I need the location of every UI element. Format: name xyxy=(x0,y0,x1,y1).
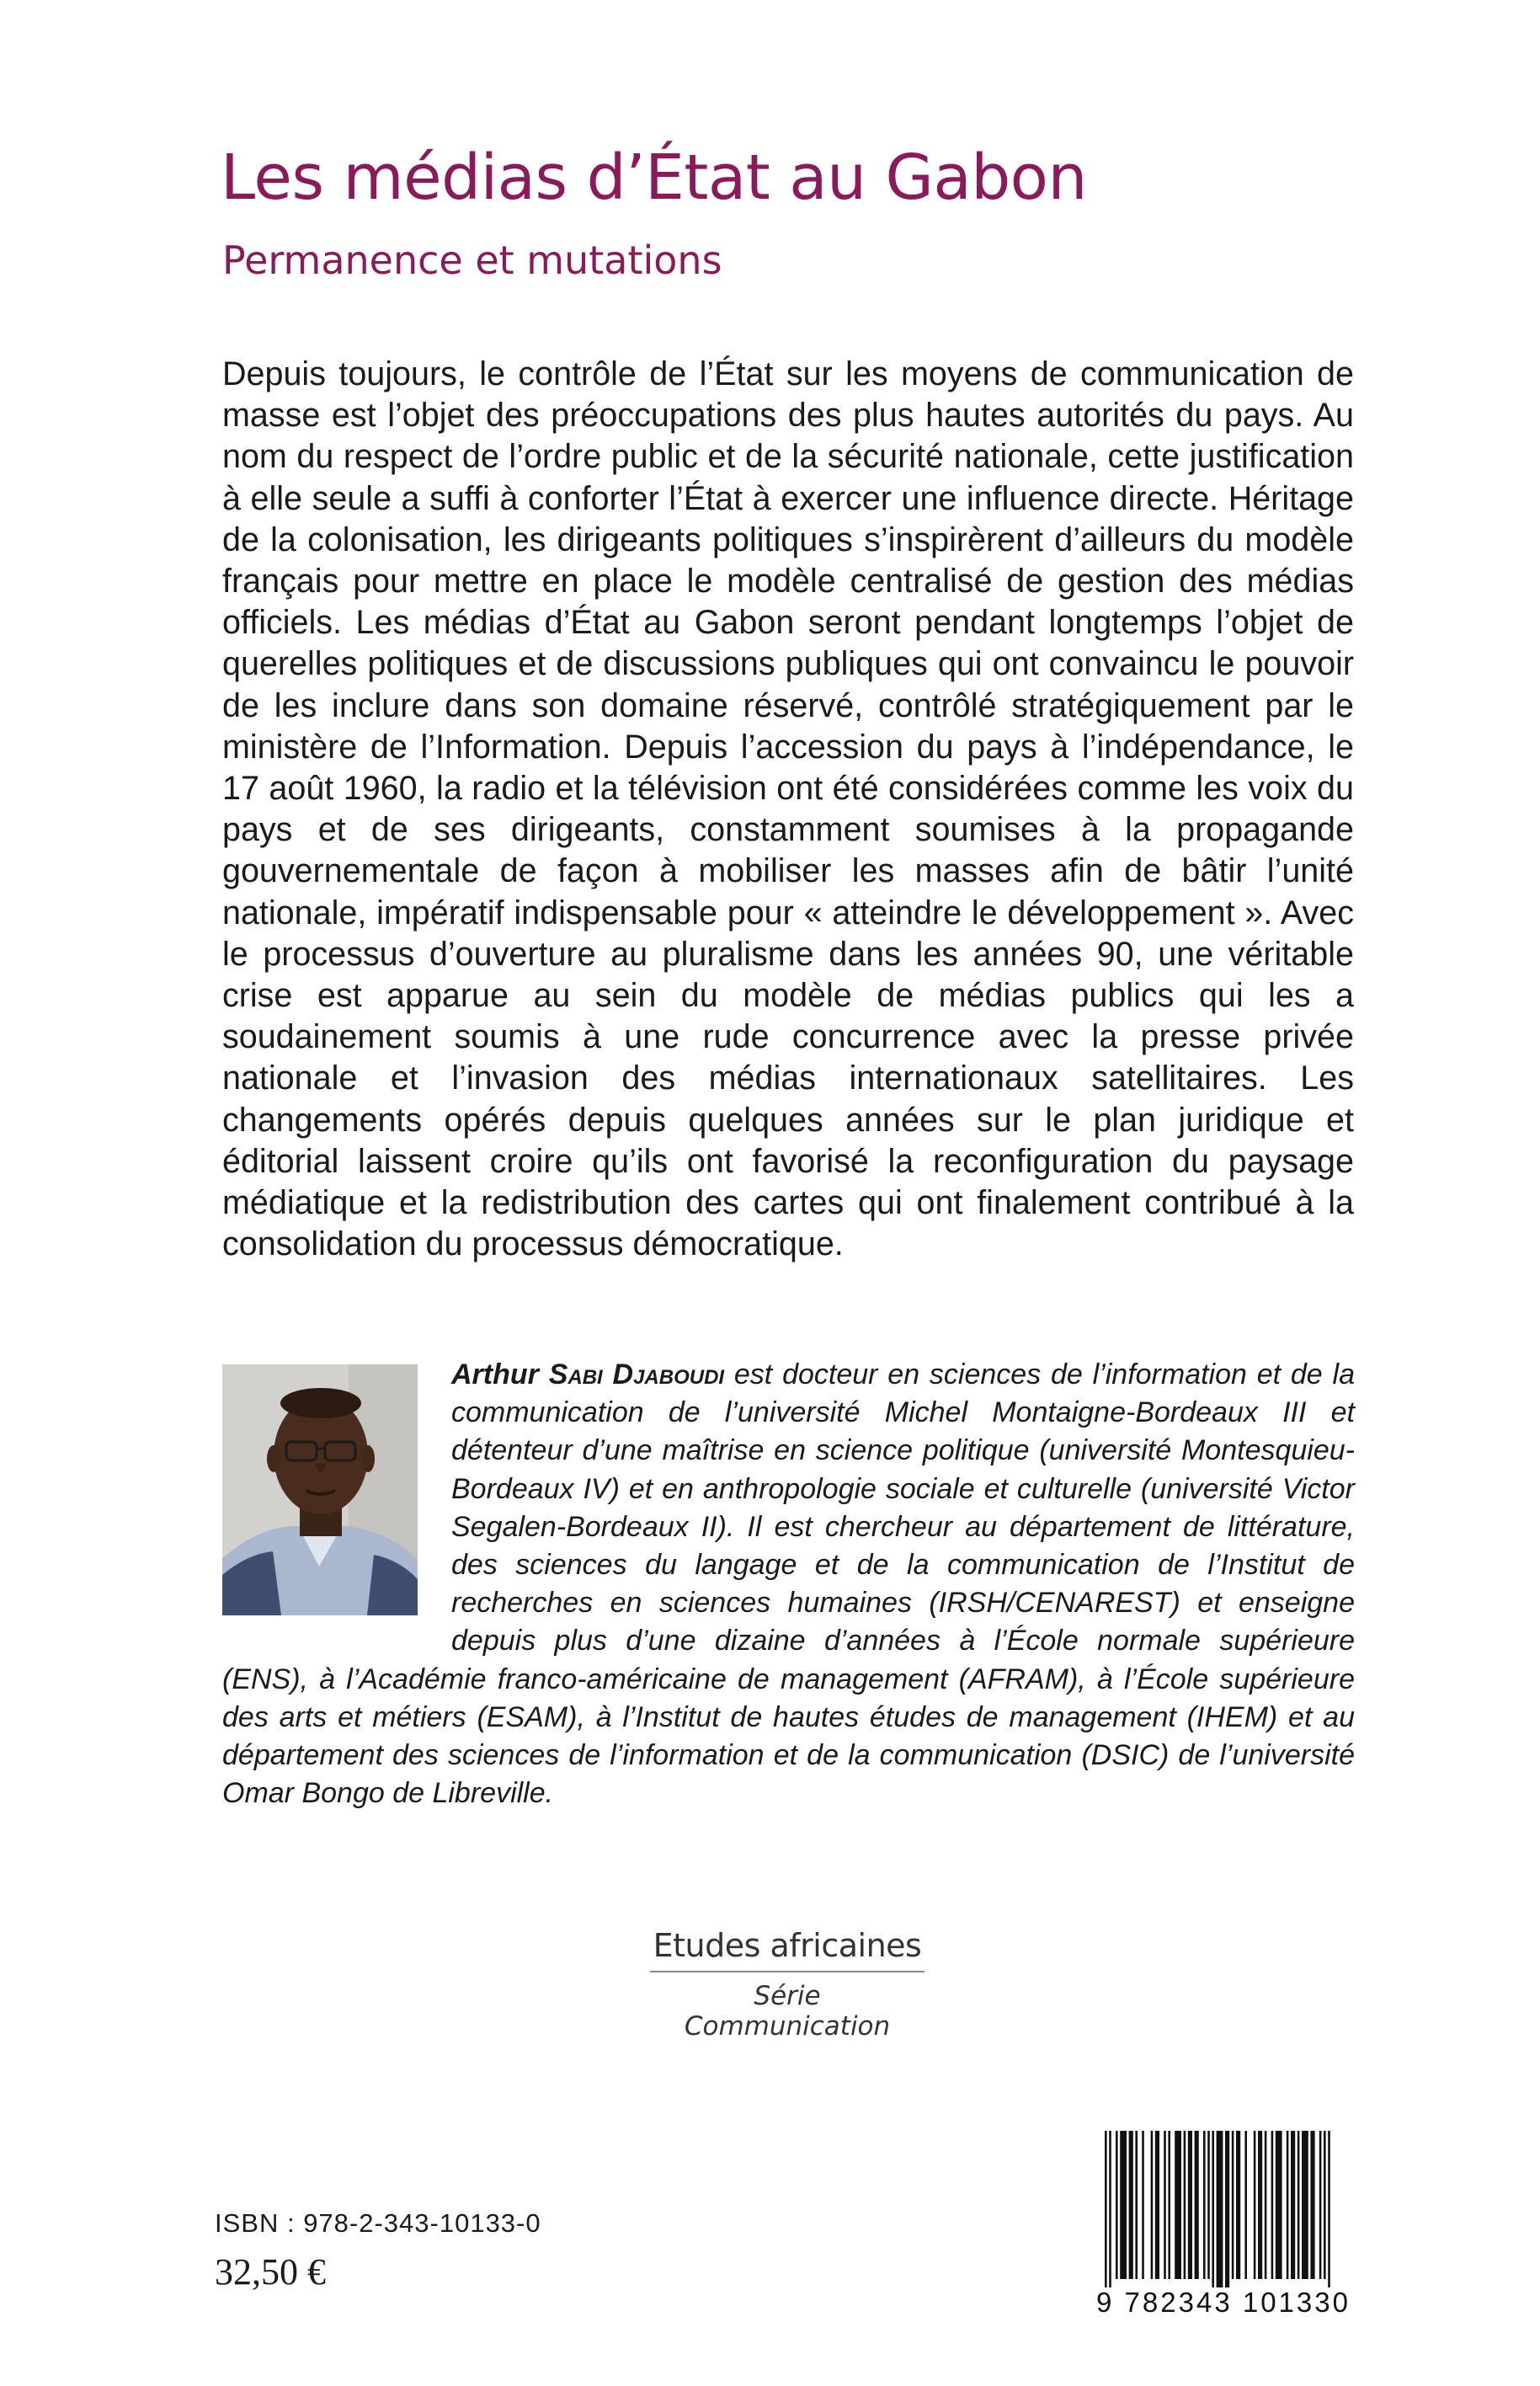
barcode xyxy=(1093,2131,1354,2325)
barcode-bar xyxy=(1135,2131,1138,2279)
barcode-digits: 9 782343 101330 xyxy=(1093,2287,1354,2318)
barcode-bar xyxy=(1195,2131,1199,2279)
price: 32,50 € xyxy=(215,2251,326,2293)
barcode-bar xyxy=(1217,2131,1223,2291)
series-title: Etudes africaines xyxy=(650,1927,925,1972)
barcode-bar xyxy=(1276,2131,1282,2279)
barcode-bar xyxy=(1120,2131,1127,2279)
barcode-bar xyxy=(1109,2131,1111,2291)
barcode-bar xyxy=(1310,2131,1314,2279)
barcode-bar xyxy=(1232,2131,1234,2279)
barcode-bar xyxy=(1258,2131,1262,2279)
back-cover-blurb: Depuis toujours, le contrôle de l’État sur les moyens de communication de masse est l’objet des préoccupations des plus hautes autorités du pays. Au nom du respect de l’ordre public et de la sécurité nationale, cette justification à elle seule a suffi à conforter l’État à exercer une influence directe. Héritage de la colonisation, les dirigeants politiques s’inspirèrent d’ailleurs du modèle français pour mettre en place le modèle centralisé de gestion des médias officiels. Les médias d’État au Gabon seront pendant longtemps l’objet de querelles politiques et de discussions publiques qui ont convaincu le pouvoir de les inclure dans son domaine réservé, contrôlé stratégiquement par le ministère de l’Information. Depuis l’accession du pays à l’indépendance, le 17 août 1960, la radio et la télévision ont été considérées comme les voix du pays et de ses dirigeants, constamment soumises à la propagande gouvernementale de façon à mobiliser les masses afin de bâtir l’unité nationale, impératif indispensable pour « atteindre le développement ». Avec le processus d’ouverture au pluralisme dans les années 90, une véritable crise est apparue au sein du modèle de médias publics qui les a soudainement soumis à une rude concurrence avec la presse privée nationale et l’invasion des médias internationaux satellitaires. Les changements opérés depuis quelques années sur le plan juridique et éditorial laissent croire qu’ils ont favorisé la reconfiguration du paysage médiatique et la redistribution des cartes qui ont finalement contribué à la consolidation du processus démocratique. xyxy=(222,355,1354,1263)
barcode-bar xyxy=(1254,2131,1256,2279)
isbn: ISBN : 978-2-343-10133-0 xyxy=(215,2208,541,2238)
barcode-bar xyxy=(1287,2131,1289,2279)
book-subtitle: Permanence et mutations xyxy=(222,238,722,283)
barcode-bar xyxy=(1244,2131,1247,2279)
barcode-bar xyxy=(1319,2131,1322,2279)
barcode-bar xyxy=(1151,2131,1154,2279)
barcode-bar xyxy=(1175,2131,1181,2279)
barcode-bar xyxy=(1105,2131,1107,2291)
barcode-bar xyxy=(1203,2131,1206,2279)
barcode-bars xyxy=(1093,2131,1354,2291)
series-subtitle: Série Communication xyxy=(684,1981,891,2042)
barcode-bar xyxy=(1265,2131,1267,2279)
barcode-bar xyxy=(1324,2131,1326,2279)
barcode-bar xyxy=(1328,2131,1330,2291)
book-title: Les médias d’État au Gabon xyxy=(221,141,1087,214)
barcode-bar xyxy=(1129,2131,1133,2279)
author-last-name: Sabi Djaboudi xyxy=(548,1358,725,1390)
barcode-bar xyxy=(1291,2131,1295,2279)
barcode-bar xyxy=(1225,2131,1229,2291)
barcode-bar xyxy=(1116,2131,1118,2279)
barcode-bar xyxy=(1298,2131,1300,2279)
barcode-bar xyxy=(1155,2131,1159,2279)
barcode-bar xyxy=(1164,2131,1166,2279)
barcode-bar xyxy=(1207,2131,1210,2279)
author-portrait-illustration xyxy=(222,1364,418,1615)
barcode-bar xyxy=(1188,2131,1192,2279)
barcode-bar xyxy=(1142,2131,1144,2279)
barcode-bar xyxy=(1184,2131,1186,2279)
barcode-bar xyxy=(1212,2131,1214,2291)
barcode-bar xyxy=(1271,2131,1274,2279)
barcode-bar xyxy=(1236,2131,1240,2279)
barcode-bar xyxy=(1168,2131,1170,2279)
author-section xyxy=(222,1356,1355,1812)
barcode-bar xyxy=(1302,2131,1308,2279)
author-photo xyxy=(222,1364,418,1615)
author-bio-text: est docteur en sciences de l’information et de la communication de l’université Michel Montaigne-Bordeaux III et détenteur d’une maîtrise en science politique (université Montesquieu-Bordeaux IV) et en anthropologie sociale et culturelle (université Victor Segalen-Bordeaux II). Il est chercheur au département de littérature, des sciences du langage et de la communication de l’Institut de recherches en sciences humaines (IRSH/CENAREST) et enseigne depuis plus d’une dizaine d’années à l’École normale supérieure (ENS), à l’Académie franco-américaine de management (AFRAM), à l’École supérieure des arts et métiers (ESAM), à l’Institut de hautes études de management (IHEM) et au département des sciences de l’information et de la communication (DSIC) de l’université Omar Bongo de Libreville. xyxy=(222,1358,1355,1810)
author-first-name: Arthur xyxy=(451,1358,539,1390)
series-block xyxy=(648,1927,926,2042)
